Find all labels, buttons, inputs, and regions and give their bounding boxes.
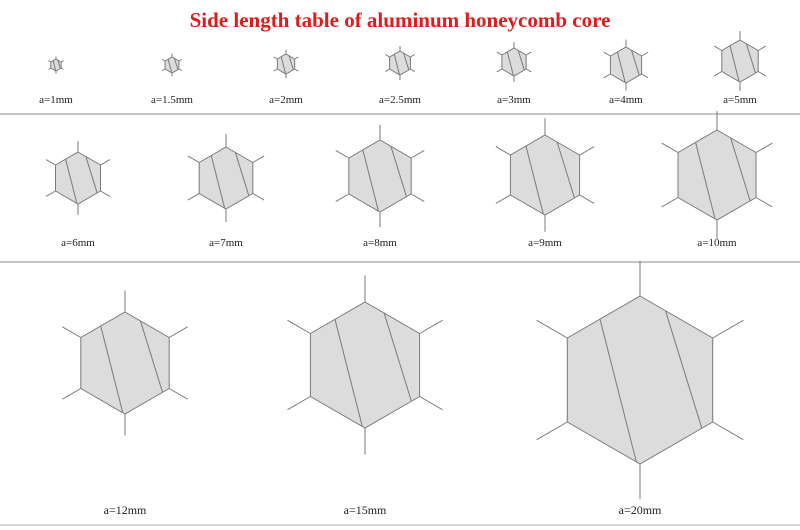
hexagon-cell — [62, 291, 187, 436]
cell-label-15mm: a=15mm — [343, 503, 387, 517]
cell-label-6mm: a=6mm — [61, 237, 95, 249]
page-title: Side length table of aluminum honeycomb core — [189, 8, 611, 32]
hexagon-cell — [336, 125, 425, 227]
cell-label-4mm: a=4mm — [609, 94, 643, 106]
cell-label-9mm: a=9mm — [528, 237, 562, 249]
cell-label-8mm: a=8mm — [363, 237, 397, 249]
hexagon-cell — [385, 46, 415, 80]
hexagon-cell — [274, 50, 299, 78]
cell-label-20mm: a=20mm — [618, 503, 662, 517]
cell-label-10mm: a=10mm — [697, 237, 737, 249]
cell-label-7mm: a=7mm — [209, 237, 243, 249]
hexagon-cell — [496, 118, 594, 232]
cell-label-1-5mm: a=1.5mm — [151, 94, 193, 106]
hexagon-cell — [46, 141, 110, 215]
cell-label-1mm: a=1mm — [39, 94, 73, 106]
cell-label-3mm: a=3mm — [497, 94, 531, 106]
cell-label-2-5mm: a=2.5mm — [379, 94, 421, 106]
hexagon-cell — [162, 54, 182, 77]
hexagon-cell — [49, 56, 64, 73]
hexagon-cell — [537, 261, 744, 500]
cell-label-5mm: a=5mm — [723, 94, 757, 106]
hexagon-cell — [714, 31, 766, 91]
hexagon-cell — [497, 42, 531, 82]
cell-label-2mm: a=2mm — [269, 94, 303, 106]
hexagon-cell — [188, 134, 264, 222]
hexagon-cell — [288, 276, 443, 455]
cell-label-12mm: a=12mm — [103, 503, 147, 517]
hexagon-cell — [604, 39, 648, 90]
hexagon-cell — [662, 111, 773, 239]
